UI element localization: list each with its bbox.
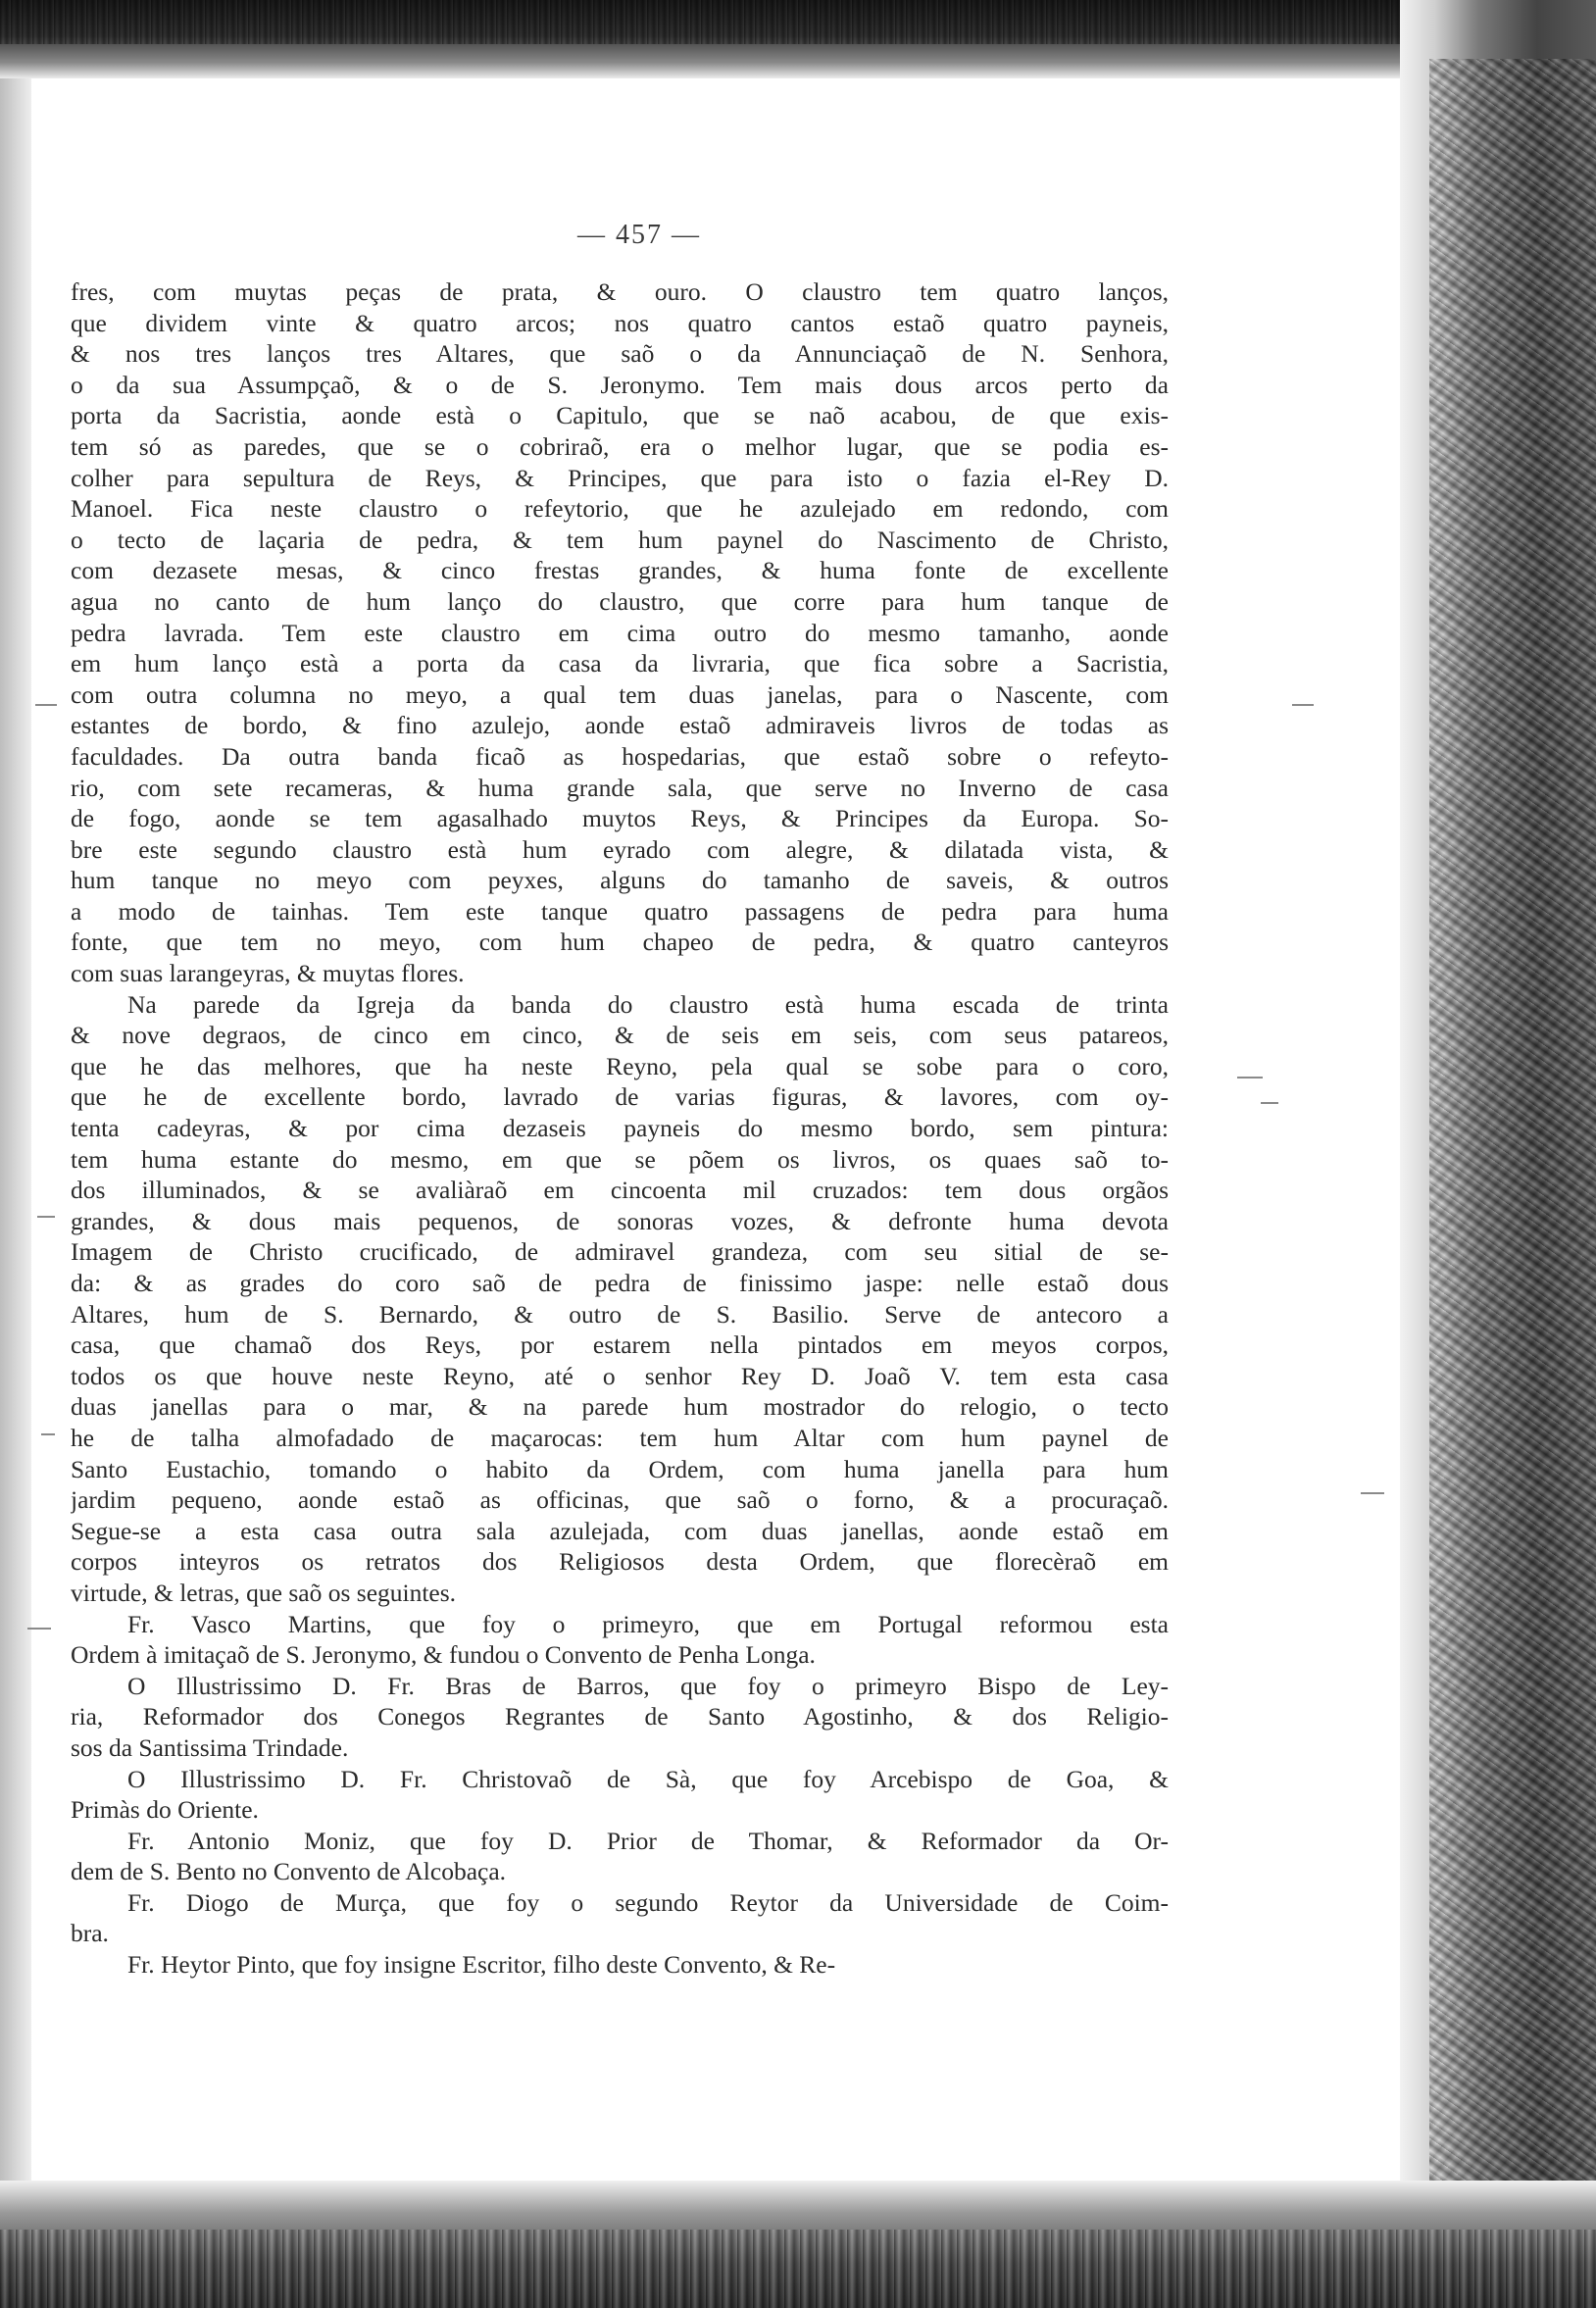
text-line: agua no canto de hum lanço do claustro, que corre para hum tanque de — [71, 586, 1169, 616]
text-line: dem de S. Bento no Convento de Alcobaça. — [71, 1857, 507, 1886]
text-line: ria, Reformador dos Conegos Regrantes de Santo Agostinho, & dos Religio- — [71, 1702, 1169, 1731]
text-line: fres, com muytas peças de prata, & ouro. O claustro tem quatro lanços, — [71, 277, 1169, 306]
text-line: tenta cadeyras, & por cima dezaseis payneis do mesmo bordo, sem pintura: — [71, 1114, 1169, 1143]
text-line: de fogo, aonde se tem agasalhado muytos Reys, & Principes da Europa. So- — [71, 804, 1169, 833]
text-line: Santo Eustachio, tomando o habito da Ordem, com huma janella para hum — [71, 1454, 1169, 1483]
text-line: tem huma estante do mesmo, em que se põem os livros, os quaes saõ to- — [71, 1144, 1169, 1174]
text-line: da: & as grades do coro saõ de pedra de finissimo jaspe: nelle estaõ dous — [71, 1269, 1169, 1297]
text-line: sos da Santissima Trindade. — [71, 1732, 349, 1762]
text-line: & nos tres lanços tres Altares, que saõ o da Annunciaçaõ de N. Senhora, — [71, 339, 1169, 369]
text-line: Fr. Diogo de Murça, que foy o segundo Reytor da Universidade de Coim- — [127, 1887, 1169, 1917]
text-line: tem só as paredes, que se o cobriraõ, era o melhor lugar, que se podia es- — [71, 431, 1169, 461]
text-line: Fr. Heytor Pinto, que foy insigne Escritor, filho deste Convento, & Re- — [127, 1950, 836, 1980]
scan-left-edge — [0, 0, 31, 2308]
text-line: porta da Sacristia, aonde està o Capitulo, que se naõ acabou, de que exis- — [71, 401, 1169, 430]
text-line: he de talha almofadado de maçarocas: tem hum Altar com hum paynel de — [71, 1423, 1169, 1452]
text-line: Primàs do Oriente. — [71, 1795, 259, 1825]
page-number: — 457 — — [577, 220, 701, 250]
text-line: faculdades. Da outra banda ficaõ as hospedarias, que estaõ sobre o refeyto- — [71, 741, 1169, 771]
text-line: em hum lanço està a porta da casa da livraria, que fica sobre a Sacristia, — [71, 649, 1169, 678]
text-line: O Illustrissimo D. Fr. Bras de Barros, que foy o primeyro Bispo de Ley- — [127, 1671, 1169, 1700]
scan-right-texture — [1429, 59, 1596, 2255]
text-line: corpos inteyros os retratos dos Religiosos desta Ordem, que florecèraõ em — [71, 1547, 1169, 1577]
text-line: o tecto de laçaria de pedra, & tem hum paynel do Nascimento de Christo, — [71, 525, 1169, 554]
text-line: virtude, & letras, que saõ os seguintes. — [71, 1578, 457, 1607]
text-line: bra. — [71, 1919, 109, 1948]
text-line: a modo de tainhas. Tem este tanque quatro passagens de pedra para huma — [71, 896, 1169, 926]
text-line: O Illustrissimo D. Fr. Christovaõ de Sà, que foy Arcebispo de Goa, & — [127, 1764, 1169, 1793]
text-line: com suas larangeyras, & muytas flores. — [71, 959, 465, 988]
page-text-body — [71, 276, 1169, 1981]
text-line: com dezasete mesas, & cinco frestas grandes, & huma fonte de excellente — [71, 556, 1169, 585]
scan-top-texture — [0, 0, 1596, 44]
text-line: Ordem à imitaçaõ de S. Jeronymo, & fundou o Convento de Penha Longa. — [71, 1640, 816, 1670]
text-line: que he de excellente bordo, lavrado de varias figuras, & lavores, com oy- — [71, 1082, 1169, 1112]
text-line: fonte, que tem no meyo, com hum chapeo de pedra, & quatro canteyros — [71, 928, 1169, 957]
scan-bottom-texture — [0, 2230, 1596, 2308]
text-line: Segue-se a esta casa outra sala azulejada, com duas janellas, aonde estaõ em — [71, 1516, 1169, 1545]
text-line: rio, com sete recameras, & huma grande sala, que serve no Inverno de casa — [71, 773, 1169, 802]
text-line: dos illuminados, & se avaliàraõ em cincoenta mil cruzados: tem dous orgãos — [71, 1176, 1169, 1205]
text-line: Altares, hum de S. Bernardo, & outro de S. Basilio. Serve de antecoro a — [71, 1299, 1169, 1329]
text-line: colher para sepultura de Reys, & Principes, que para isto o fazia el-Rey D. — [71, 463, 1169, 492]
text-line: jardim pequeno, aonde estaõ as officinas, que saõ o forno, & a procuraçaõ. — [71, 1485, 1169, 1515]
text-line: o da sua Assumpçaõ, & o de S. Jeronymo. Tem mais dous arcos perto da — [71, 370, 1169, 399]
text-line: Imagem de Christo crucificado, de admiravel grandeza, com seu sitial de se- — [71, 1237, 1169, 1267]
text-line: Manoel. Fica neste claustro o refeytorio, que he azulejado em redondo, com — [71, 494, 1169, 524]
text-line: estantes de bordo, & fino azulejo, aonde estaõ admiraveis livros de todas as — [71, 711, 1169, 740]
text-line: grandes, & dous mais pequenos, de sonoras vozes, & defronte huma devota — [71, 1206, 1169, 1235]
text-line: que dividem vinte & quatro arcos; nos quatro cantos estaõ quatro payneis, — [71, 308, 1169, 337]
text-line: que he das melhores, que ha neste Reyno, pela qual se sobe para o coro, — [71, 1051, 1169, 1080]
text-line: hum tanque no meyo com peyxes, alguns do tamanho de saveis, & outros — [71, 866, 1169, 895]
text-line: Fr. Antonio Moniz, que foy D. Prior de Thomar, & Reformador da Or- — [127, 1826, 1169, 1855]
text-line: Fr. Vasco Martins, que foy o primeyro, que em Portugal reformou esta — [127, 1609, 1169, 1638]
text-line: bre este segundo claustro està hum eyrado com alegre, & dilatada vista, & — [71, 834, 1169, 864]
text-line: Na parede da Igreja da banda do claustro està huma escada de trinta — [127, 989, 1169, 1019]
text-line: duas janellas para o mar, & na parede hum mostrador do relogio, o tecto — [71, 1392, 1169, 1422]
text-line: & nove degraos, de cinco em cinco, & de seis em seis, com seus patareos, — [71, 1021, 1169, 1050]
text-line: todos os que houve neste Reyno, até o senhor Rey D. Joaõ V. tem esta casa — [71, 1361, 1169, 1390]
text-line: com outra columna no meyo, a qual tem duas janelas, para o Nascente, com — [71, 679, 1169, 709]
text-line: casa, que chamaõ dos Reys, por estarem nella pintados em meyos corpos, — [71, 1330, 1169, 1360]
text-line: pedra lavrada. Tem este claustro em cima outro do mesmo tamanho, aonde — [71, 618, 1169, 647]
